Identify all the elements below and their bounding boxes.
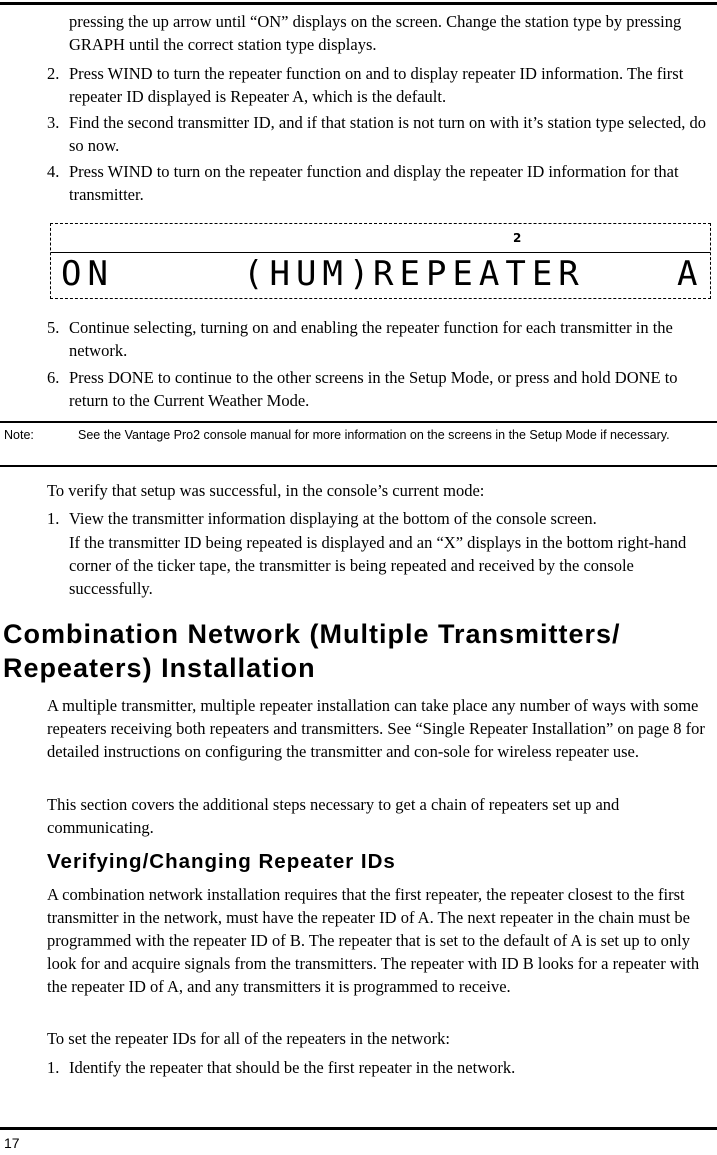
step-text: Press DONE to continue to the other screens in the Setup Mode, or press and hold DONE to return to the Current Weather Mode. [69,368,678,410]
step-6 [47,366,709,412]
lcd-divider [51,252,710,253]
step-text: Find the second transmitter ID, and if that station is not turn on with it’s station type selected, do so now. [69,113,706,155]
subsection-paragraph-2: To set the repeater IDs for all of the repeaters in the network: [47,1029,450,1048]
lcd-station-type: (HUM) [243,254,376,294]
lcd-repeater-id: A [677,254,704,294]
step-number: 5. [47,318,60,337]
step-number: 2. [47,64,60,83]
page-number: 17 [4,1135,20,1151]
lcd-status: ON [61,254,114,294]
verify-detail: If the transmitter ID being repeated is displayed and an “X” displays in the bottom right-hand corner of the ticker tape, the transmitter is being repeated and received by the console successfully. [69,533,687,598]
top-rule [0,2,717,5]
step-number: 6. [47,368,60,387]
step-number: 1. [47,509,60,528]
step-text: Press WIND to turn the repeater function on and to display repeater ID information. The first repeater ID displayed is Repeater A, which is the default. [69,64,684,106]
verify-step-1 [47,507,709,530]
note-bottom-rule [0,465,717,467]
step-number: 1. [47,1058,60,1077]
note-label: Note: [4,428,34,442]
step-text: View the transmitter information displaying at the bottom of the console screen. [69,509,597,528]
intro-continuation: pressing the up arrow until “ON” displays on the screen. Change the station type by pressing GRAPH until the correct station type displays. [69,12,682,54]
final-step-1 [47,1056,709,1079]
section-paragraph-2: This section covers the additional steps necessary to get a chain of repeaters set up and communicating. [47,795,620,837]
subsection-heading: Verifying/Changing Repeater IDs [47,850,396,873]
step-text: Continue selecting, turning on and enabling the repeater function for each transmitter in the network. [69,318,673,360]
section-paragraph-1: A multiple transmitter, multiple repeater installation can take place any number of ways with some repeaters receiving both repeaters and transmitters. See “Single Repeater Installation” on page 8 for detailed instructions on configuring the transmitter and con-sole for wireless repeater use. [47,696,705,761]
verify-intro: To verify that setup was successful, in the console’s current mode: [47,481,485,500]
step-text: Identify the repeater that should be the first repeater in the network. [69,1058,516,1077]
step-4 [47,160,709,206]
step-2 [47,62,709,108]
step-5 [47,316,709,362]
section-heading: Combination Network (Multiple Transmitters/ Repeaters) Installation [3,619,621,683]
step-number: 3. [47,113,60,132]
step-number: 4. [47,162,60,181]
lcd-superscript: 2 [513,231,522,245]
subsection-paragraph-1: A combination network installation requires that the first repeater, the repeater closest to the first transmitter in the network, must have the repeater ID of A. The next repeater in the chain must be programmed with the repeater ID of B. The repeater that is set to the default of A is set up to only look for and acquire signals from the transmitters. The repeater with ID B looks for a repeater with the repeater ID of A, and any transmitters it is programmed to receive. [47,885,700,996]
note-text: See the Vantage Pro2 console manual for more information on the screens in the Setup Mode if necessary. [78,428,670,442]
step-3 [47,111,709,157]
footer-rule [0,1127,717,1130]
lcd-label: REPEATER [373,254,585,294]
lcd-display-figure [50,223,711,299]
note-top-rule [0,421,717,423]
step-text: Press WIND to turn on the repeater function and display the repeater ID information for that transmitter. [69,162,679,204]
